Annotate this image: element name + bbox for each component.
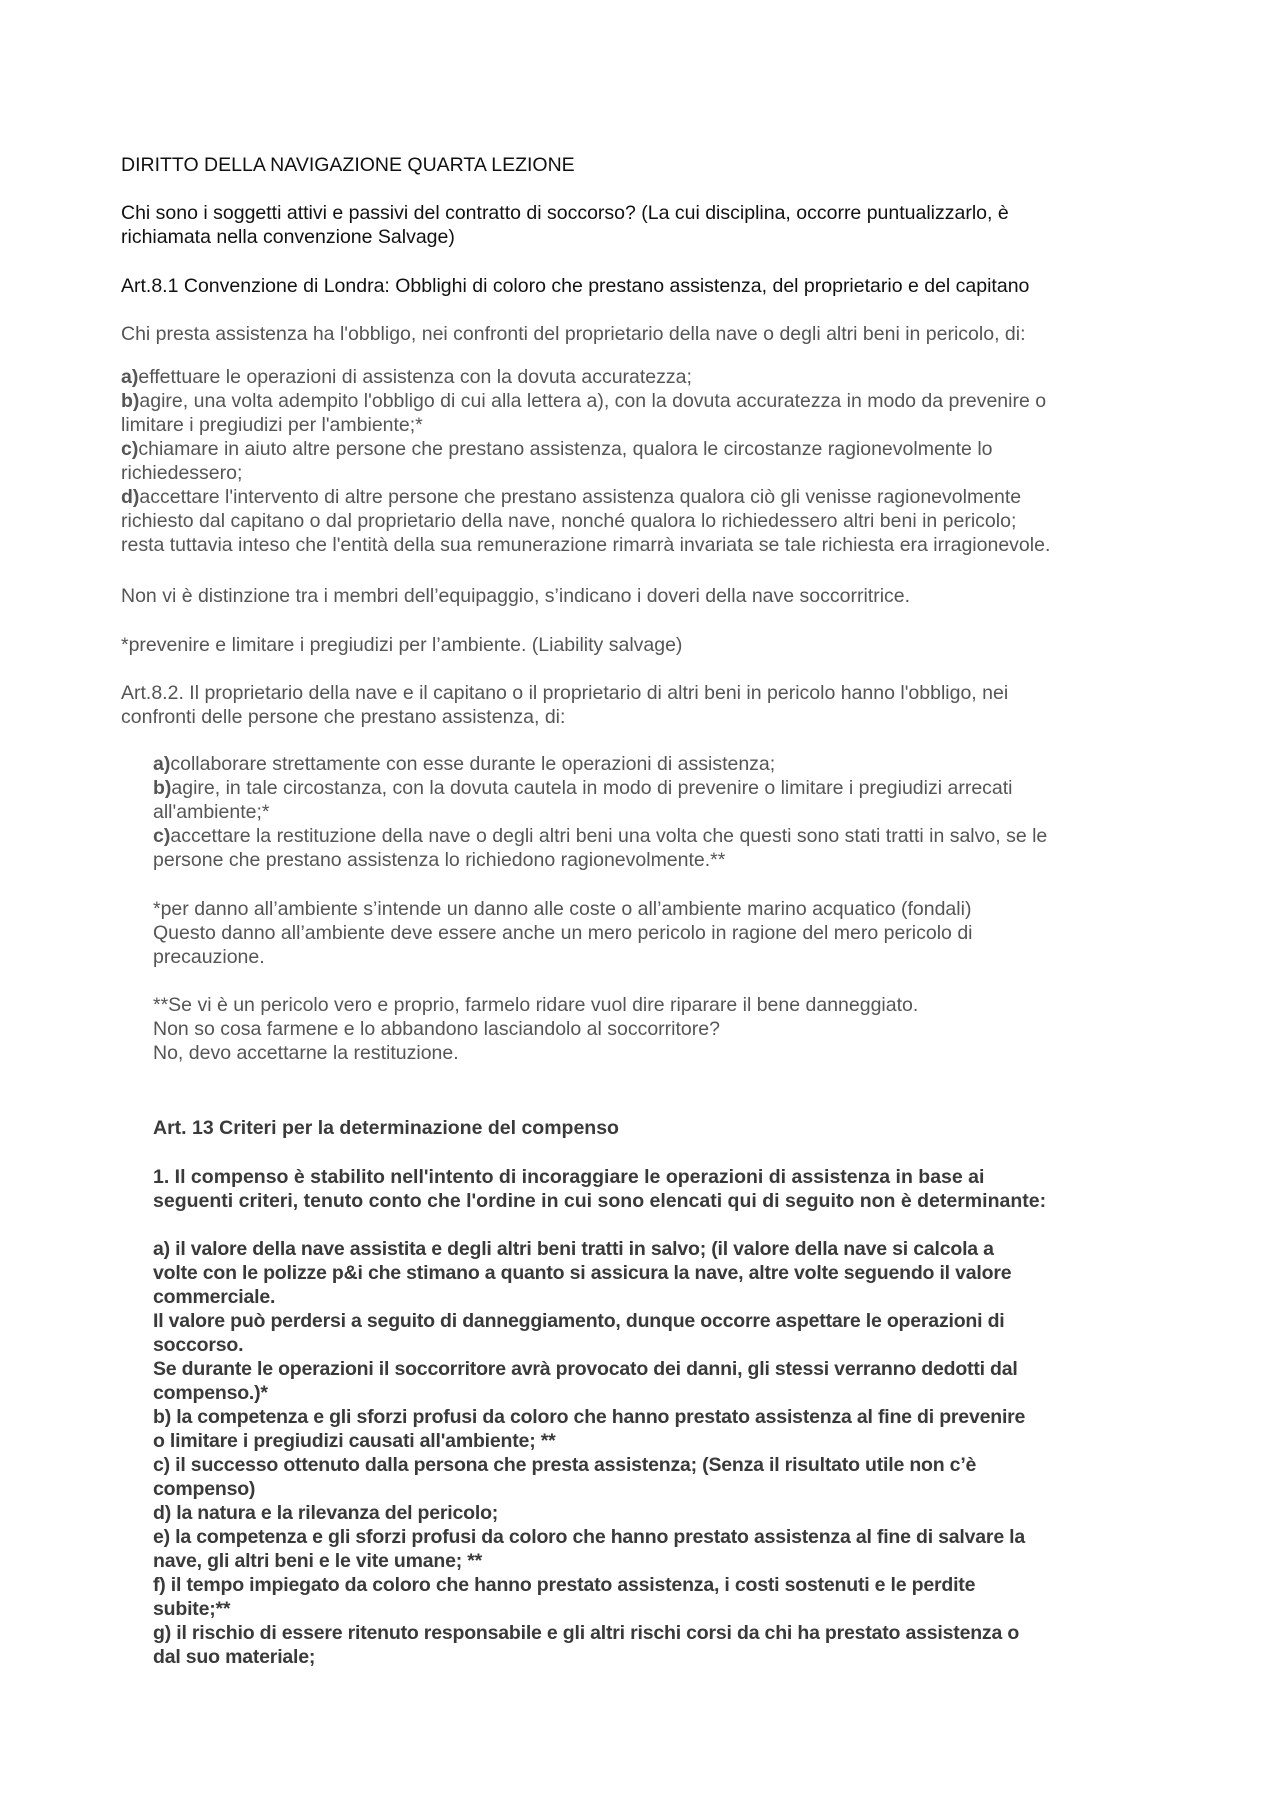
art13-heading: Art. 13 Criteri per la determinazione del compenso: [153, 1117, 619, 1139]
art82-list: [153, 752, 1163, 872]
question-paragraph: [121, 201, 1161, 249]
item-continuation: resta tuttavia inteso che l'entità della sua remunerazione rimarrà invariata se tale richiesta era irragionevole.: [121, 534, 1051, 556]
criteria-line: compenso.)*: [153, 1382, 268, 1404]
criteria-line: Il valore può perdersi a seguito di danneggiamento, dunque occorre aspettare le operazioni di: [153, 1310, 1005, 1332]
criteria-line: volte con le polizze p&i che stimano a quanto si assicura la nave, altre volte seguendo il valore: [153, 1262, 1012, 1284]
question-line: Chi sono i soggetti attivi e passivi del contratto di soccorso? (La cui disciplina, occorre puntualizzarlo, è: [121, 202, 1009, 224]
item-text: accettare l'intervento di altre persone che prestano assistenza qualora ciò gli venisse ragionevolmente: [139, 486, 1022, 508]
art81-heading: Art.8.1 Convenzione di Londra: Obblighi di coloro che prestano assistenza, del proprietario e del capitano: [121, 275, 1030, 297]
item-continuation: limitare i pregiudizi per l'ambiente;*: [121, 414, 423, 436]
item-letter: a): [121, 366, 139, 388]
criteria-line: compenso): [153, 1478, 256, 1500]
note-line: **Se vi è un pericolo vero e proprio, farmelo ridare vuol dire riparare il bene danneggiato.: [153, 994, 919, 1016]
note-line: Non so cosa farmene e lo abbandono lasciandolo al soccorritore?: [153, 1018, 720, 1040]
art13-intro-line: 1. Il compenso è stabilito nell'intento di incoraggiare le operazioni di assistenza in base ai: [153, 1166, 985, 1188]
item-text: effettuare le operazioni di assistenza con la dovuta accuratezza;: [138, 366, 692, 388]
note-crew: Non vi è distinzione tra i membri dell’equipaggio, s’indicano i doveri della nave soccorritrice.: [121, 585, 911, 607]
criteria-line: f) il tempo impiegato da coloro che hanno prestato assistenza, i costi sostenuti e le perdite: [153, 1574, 976, 1596]
list-item: [121, 437, 1161, 461]
art82-intro-line: confronti delle persone che prestano assistenza, di:: [121, 706, 566, 728]
criteria-line: soccorso.: [153, 1334, 244, 1356]
list-item: [121, 485, 1161, 509]
list-item: [121, 389, 1161, 413]
item-continuation: richiesto dal capitano o dal proprietario della nave, nonché qualora lo richiedessero altri beni in pericolo;: [121, 510, 1017, 532]
item-letter: c): [153, 825, 171, 847]
item-text: agire, una volta adempito l'obbligo di cui alla lettera a), con la dovuta accuratezza in modo da prevenire o: [139, 390, 1047, 412]
item-letter: a): [153, 753, 171, 775]
note-danger: [153, 993, 1163, 1065]
art82-intro: [121, 681, 1161, 729]
item-letter: b): [153, 777, 172, 799]
note-liability: *prevenire e limitare i pregiudizi per l’ambiente. (Liability salvage): [121, 634, 683, 656]
criteria-line: d) la natura e la rilevanza del pericolo;: [153, 1502, 499, 1524]
note-line: *per danno all’ambiente s’intende un danno alle coste o all’ambiente marino acquatico (fondali): [153, 898, 972, 920]
item-text: chiamare in aiuto altre persone che prestano assistenza, qualora le circostanze ragionevolmente lo: [138, 438, 993, 460]
list-item: [153, 824, 1163, 848]
item-continuation: richiedessero;: [121, 462, 243, 484]
item-continuation: all'ambiente;*: [153, 801, 270, 823]
art81-list: [121, 365, 1161, 557]
criteria-line: a) il valore della nave assistita e degli altri beni tratti in salvo; (il valore della nave si calcola a: [153, 1238, 994, 1260]
item-letter: c): [121, 438, 139, 460]
criteria-line: b) la competenza e gli sforzi profusi da coloro che hanno prestato assistenza al fine di prevenire: [153, 1406, 1026, 1428]
art13-intro-line: seguenti criteri, tenuto conto che l'ordine in cui sono elencati qui di seguito non è determinante:: [153, 1190, 1047, 1212]
item-letter: b): [121, 390, 140, 412]
item-text: agire, in tale circostanza, con la dovuta cautela in modo di prevenire o limitare i pregiudizi arrecati: [171, 777, 1013, 799]
item-continuation: persone che prestano assistenza lo richiedono ragionevolmente.**: [153, 849, 726, 871]
criteria-line: c) il successo ottenuto dalla persona che presta assistenza; (Senza il risultato utile non c’è: [153, 1454, 977, 1476]
criteria-line: o limitare i pregiudizi causati all'ambiente; **: [153, 1430, 556, 1452]
question-line: richiamata nella convenzione Salvage): [121, 226, 455, 248]
note-line: precauzione.: [153, 946, 265, 968]
item-text: accettare la restituzione della nave o degli altri beni una volta che questi sono stati tratti in salvo, se le: [170, 825, 1048, 847]
criteria-line: g) il rischio di essere ritenuto responsabile e gli altri rischi corsi da chi ha prestato assistenza o: [153, 1622, 1020, 1644]
art81-intro: Chi presta assistenza ha l'obbligo, nei confronti del proprietario della nave o degli altri beni in pericolo, di:: [121, 323, 1026, 345]
art13-criteria-list: [153, 1237, 1163, 1669]
note-line: No, devo accettarne la restituzione.: [153, 1042, 459, 1064]
criteria-line: subite;**: [153, 1598, 231, 1620]
item-letter: d): [121, 486, 140, 508]
note-line: Questo danno all’ambiente deve essere anche un mero pericolo in ragione del mero pericolo di: [153, 922, 973, 944]
criteria-line: Se durante le operazioni il soccorritore avrà provocato dei danni, gli stessi verranno dedotti dal: [153, 1358, 1018, 1380]
art82-intro-line: Art.8.2. Il proprietario della nave e il capitano o il proprietario di altri beni in pericolo hanno l'obbligo, nei: [121, 682, 1009, 704]
criteria-line: commerciale.: [153, 1286, 276, 1308]
criteria-line: e) la competenza e gli sforzi profusi da coloro che hanno prestato assistenza al fine di salvare la: [153, 1526, 1026, 1548]
art13-intro: [153, 1165, 1163, 1213]
document-title: DIRITTO DELLA NAVIGAZIONE QUARTA LEZIONE: [121, 154, 575, 176]
item-text: collaborare strettamente con esse durante le operazioni di assistenza;: [170, 753, 776, 775]
list-item: [153, 752, 1163, 776]
note-damage: [153, 897, 1163, 969]
criteria-line: dal suo materiale;: [153, 1646, 316, 1668]
list-item: [121, 365, 1161, 389]
list-item: [153, 776, 1163, 800]
criteria-line: nave, gli altri beni e le vite umane; **: [153, 1550, 483, 1572]
